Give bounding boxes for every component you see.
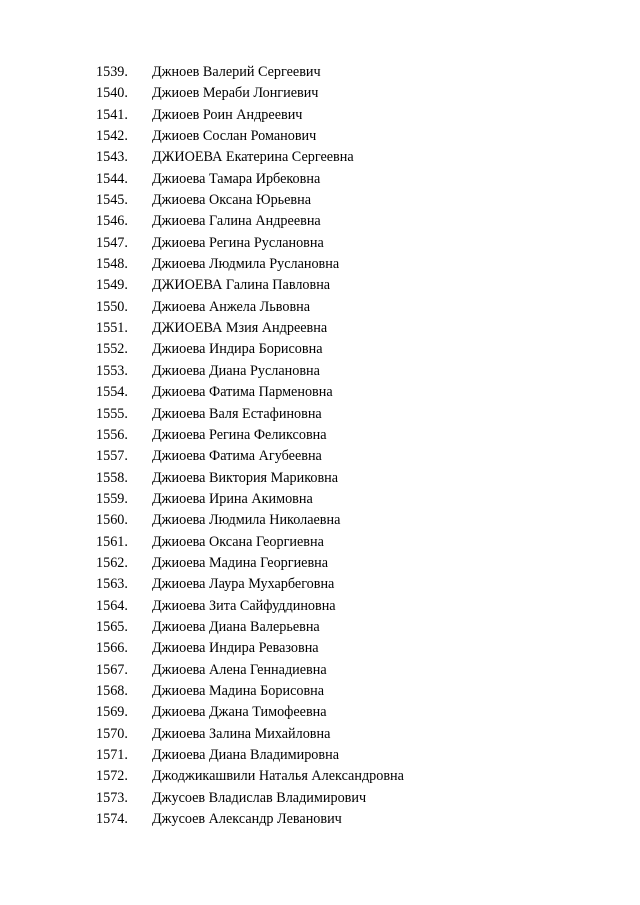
entry-number: 1555. bbox=[96, 405, 128, 422]
entry-number: 1571. bbox=[96, 747, 128, 763]
entry-name: Джиоева Зита Сайфуддиновна bbox=[152, 597, 336, 614]
list-item bbox=[0, 532, 640, 553]
list-item bbox=[0, 660, 640, 681]
name-list bbox=[0, 62, 640, 830]
entry-number: 1558. bbox=[96, 469, 128, 486]
entry-number: 1551. bbox=[96, 320, 128, 337]
entry-name: Джиоева Оксана Юрьевна bbox=[152, 192, 312, 209]
list-item bbox=[0, 553, 640, 574]
entry-name: ДЖИОЕВА Галина Павловна bbox=[152, 277, 331, 294]
entry-number: 1545. bbox=[96, 192, 128, 209]
entry-name: Джиоева Диана Руслановна bbox=[152, 362, 320, 379]
list-item bbox=[0, 339, 640, 360]
list-item bbox=[0, 702, 640, 723]
entry-name: Джиоев Роин Андреевич bbox=[152, 106, 303, 123]
entry-number: 1552. bbox=[96, 341, 128, 358]
entry-number: 1567. bbox=[96, 661, 128, 678]
entry-name: Джусоев Владислав Владимирович bbox=[152, 789, 367, 806]
entry-number: 1564. bbox=[96, 597, 128, 614]
entry-name: Джиоева Мадина Георгиевна bbox=[152, 554, 329, 571]
list-item bbox=[0, 446, 640, 467]
list-item bbox=[0, 425, 640, 446]
entry-name: Джиоева Галина Андреевна bbox=[152, 213, 321, 230]
list-item bbox=[0, 62, 640, 83]
list-item bbox=[0, 724, 640, 745]
list-item bbox=[0, 382, 640, 403]
entry-number: 1560. bbox=[96, 512, 128, 529]
entry-name: ДЖИОЕВА Мзия Андреевна bbox=[152, 320, 328, 337]
entry-number: 1569. bbox=[96, 704, 128, 721]
list-item bbox=[0, 638, 640, 659]
entry-name: Джиоева Лаура Мухарбеговна bbox=[152, 576, 335, 593]
entry-name: Джиоева Мадина Борисовна bbox=[152, 682, 325, 699]
list-item bbox=[0, 766, 640, 787]
entry-number: 1559. bbox=[96, 490, 128, 507]
entry-number: 1563. bbox=[96, 576, 128, 593]
entry-name: Джиоева Регина Руслановна bbox=[152, 234, 324, 251]
entry-name: Джиоева Индира Ревазовна bbox=[152, 640, 319, 657]
entry-number: 1550. bbox=[96, 298, 128, 315]
list-item bbox=[0, 254, 640, 275]
list-item bbox=[0, 275, 640, 296]
entry-name: Джиоева Людмила Руслановна bbox=[152, 256, 340, 273]
list-item bbox=[0, 468, 640, 489]
entry-name: Джиоева Диана Владимировна bbox=[152, 747, 339, 763]
entry-number: 1556. bbox=[96, 426, 128, 443]
list-item bbox=[0, 105, 640, 126]
entry-name: Джиоева Ирина Акимовна bbox=[152, 490, 313, 507]
entry-name: ДЖИОЕВА Екатерина Сергеевна bbox=[152, 149, 354, 166]
entry-number: 1561. bbox=[96, 533, 128, 550]
entry-name: Джиоева Оксана Георгиевна bbox=[152, 533, 324, 550]
entry-number: 1570. bbox=[96, 725, 128, 742]
entry-number: 1573. bbox=[96, 789, 128, 806]
list-item bbox=[0, 596, 640, 617]
list-item bbox=[0, 318, 640, 339]
entry-name: Джиоев Сослан Романович bbox=[152, 128, 317, 145]
entry-number: 1541. bbox=[96, 106, 128, 123]
entry-number: 1546. bbox=[96, 213, 128, 230]
entry-number: 1543. bbox=[96, 149, 128, 166]
list-item bbox=[0, 147, 640, 168]
list-item bbox=[0, 361, 640, 382]
entry-name: Джиоева Алена Геннадиевна bbox=[152, 661, 327, 678]
entry-number: 1542. bbox=[96, 128, 128, 145]
entry-number: 1557. bbox=[96, 448, 128, 465]
list-item bbox=[0, 489, 640, 510]
entry-number: 1540. bbox=[96, 85, 128, 102]
entry-name: Джиоева Фатима Парменовна bbox=[152, 384, 333, 401]
entry-number: 1572. bbox=[96, 768, 128, 785]
entry-name: Джиоева Залина Михайловна bbox=[152, 725, 331, 742]
entry-name: Джиоева Виктория Мариковна bbox=[152, 469, 339, 486]
entry-name: Джиоев Мераби Лонгиевич bbox=[152, 85, 319, 102]
entry-name: Джусоев Александр Леванович bbox=[152, 811, 342, 828]
entry-number: 1539. bbox=[96, 64, 128, 80]
entry-number: 1548. bbox=[96, 256, 128, 273]
entry-number: 1547. bbox=[96, 234, 128, 251]
list-item bbox=[0, 404, 640, 425]
entry-number: 1549. bbox=[96, 277, 128, 294]
list-item bbox=[0, 510, 640, 531]
entry-name: Джиоева Валя Естафиновна bbox=[152, 405, 322, 422]
entry-name: Джоджикашвили Наталья Александровна bbox=[152, 768, 404, 785]
entry-name: Джноев Валерий Сергеевич bbox=[152, 64, 321, 80]
entry-number: 1574. bbox=[96, 811, 128, 828]
entry-name: Джиоева Людмила Николаевна bbox=[152, 512, 341, 529]
list-item bbox=[0, 211, 640, 232]
list-item bbox=[0, 126, 640, 147]
entry-name: Джиоева Диана Валерьевна bbox=[152, 618, 320, 635]
list-item bbox=[0, 169, 640, 190]
entry-number: 1554. bbox=[96, 384, 128, 401]
list-item bbox=[0, 83, 640, 104]
entry-number: 1553. bbox=[96, 362, 128, 379]
list-item bbox=[0, 617, 640, 638]
list-item bbox=[0, 190, 640, 211]
entry-name: Джиоева Джана Тимофеевна bbox=[152, 704, 327, 721]
list-item bbox=[0, 574, 640, 595]
list-item bbox=[0, 809, 640, 830]
entry-number: 1566. bbox=[96, 640, 128, 657]
entry-name: Джиоева Фатима Агубеевна bbox=[152, 448, 322, 465]
list-item bbox=[0, 681, 640, 702]
entry-number: 1544. bbox=[96, 170, 128, 187]
list-item bbox=[0, 233, 640, 254]
entry-number: 1565. bbox=[96, 618, 128, 635]
entry-name: Джиоева Тамара Ирбековна bbox=[152, 170, 321, 187]
entry-number: 1568. bbox=[96, 682, 128, 699]
entry-name: Джиоева Анжела Львовна bbox=[152, 298, 311, 315]
entry-name: Джиоева Регина Феликсовна bbox=[152, 426, 327, 443]
entry-number: 1562. bbox=[96, 554, 128, 571]
list-item bbox=[0, 297, 640, 318]
list-item bbox=[0, 745, 640, 766]
list-item bbox=[0, 788, 640, 809]
entry-name: Джиоева Индира Борисовна bbox=[152, 341, 323, 358]
